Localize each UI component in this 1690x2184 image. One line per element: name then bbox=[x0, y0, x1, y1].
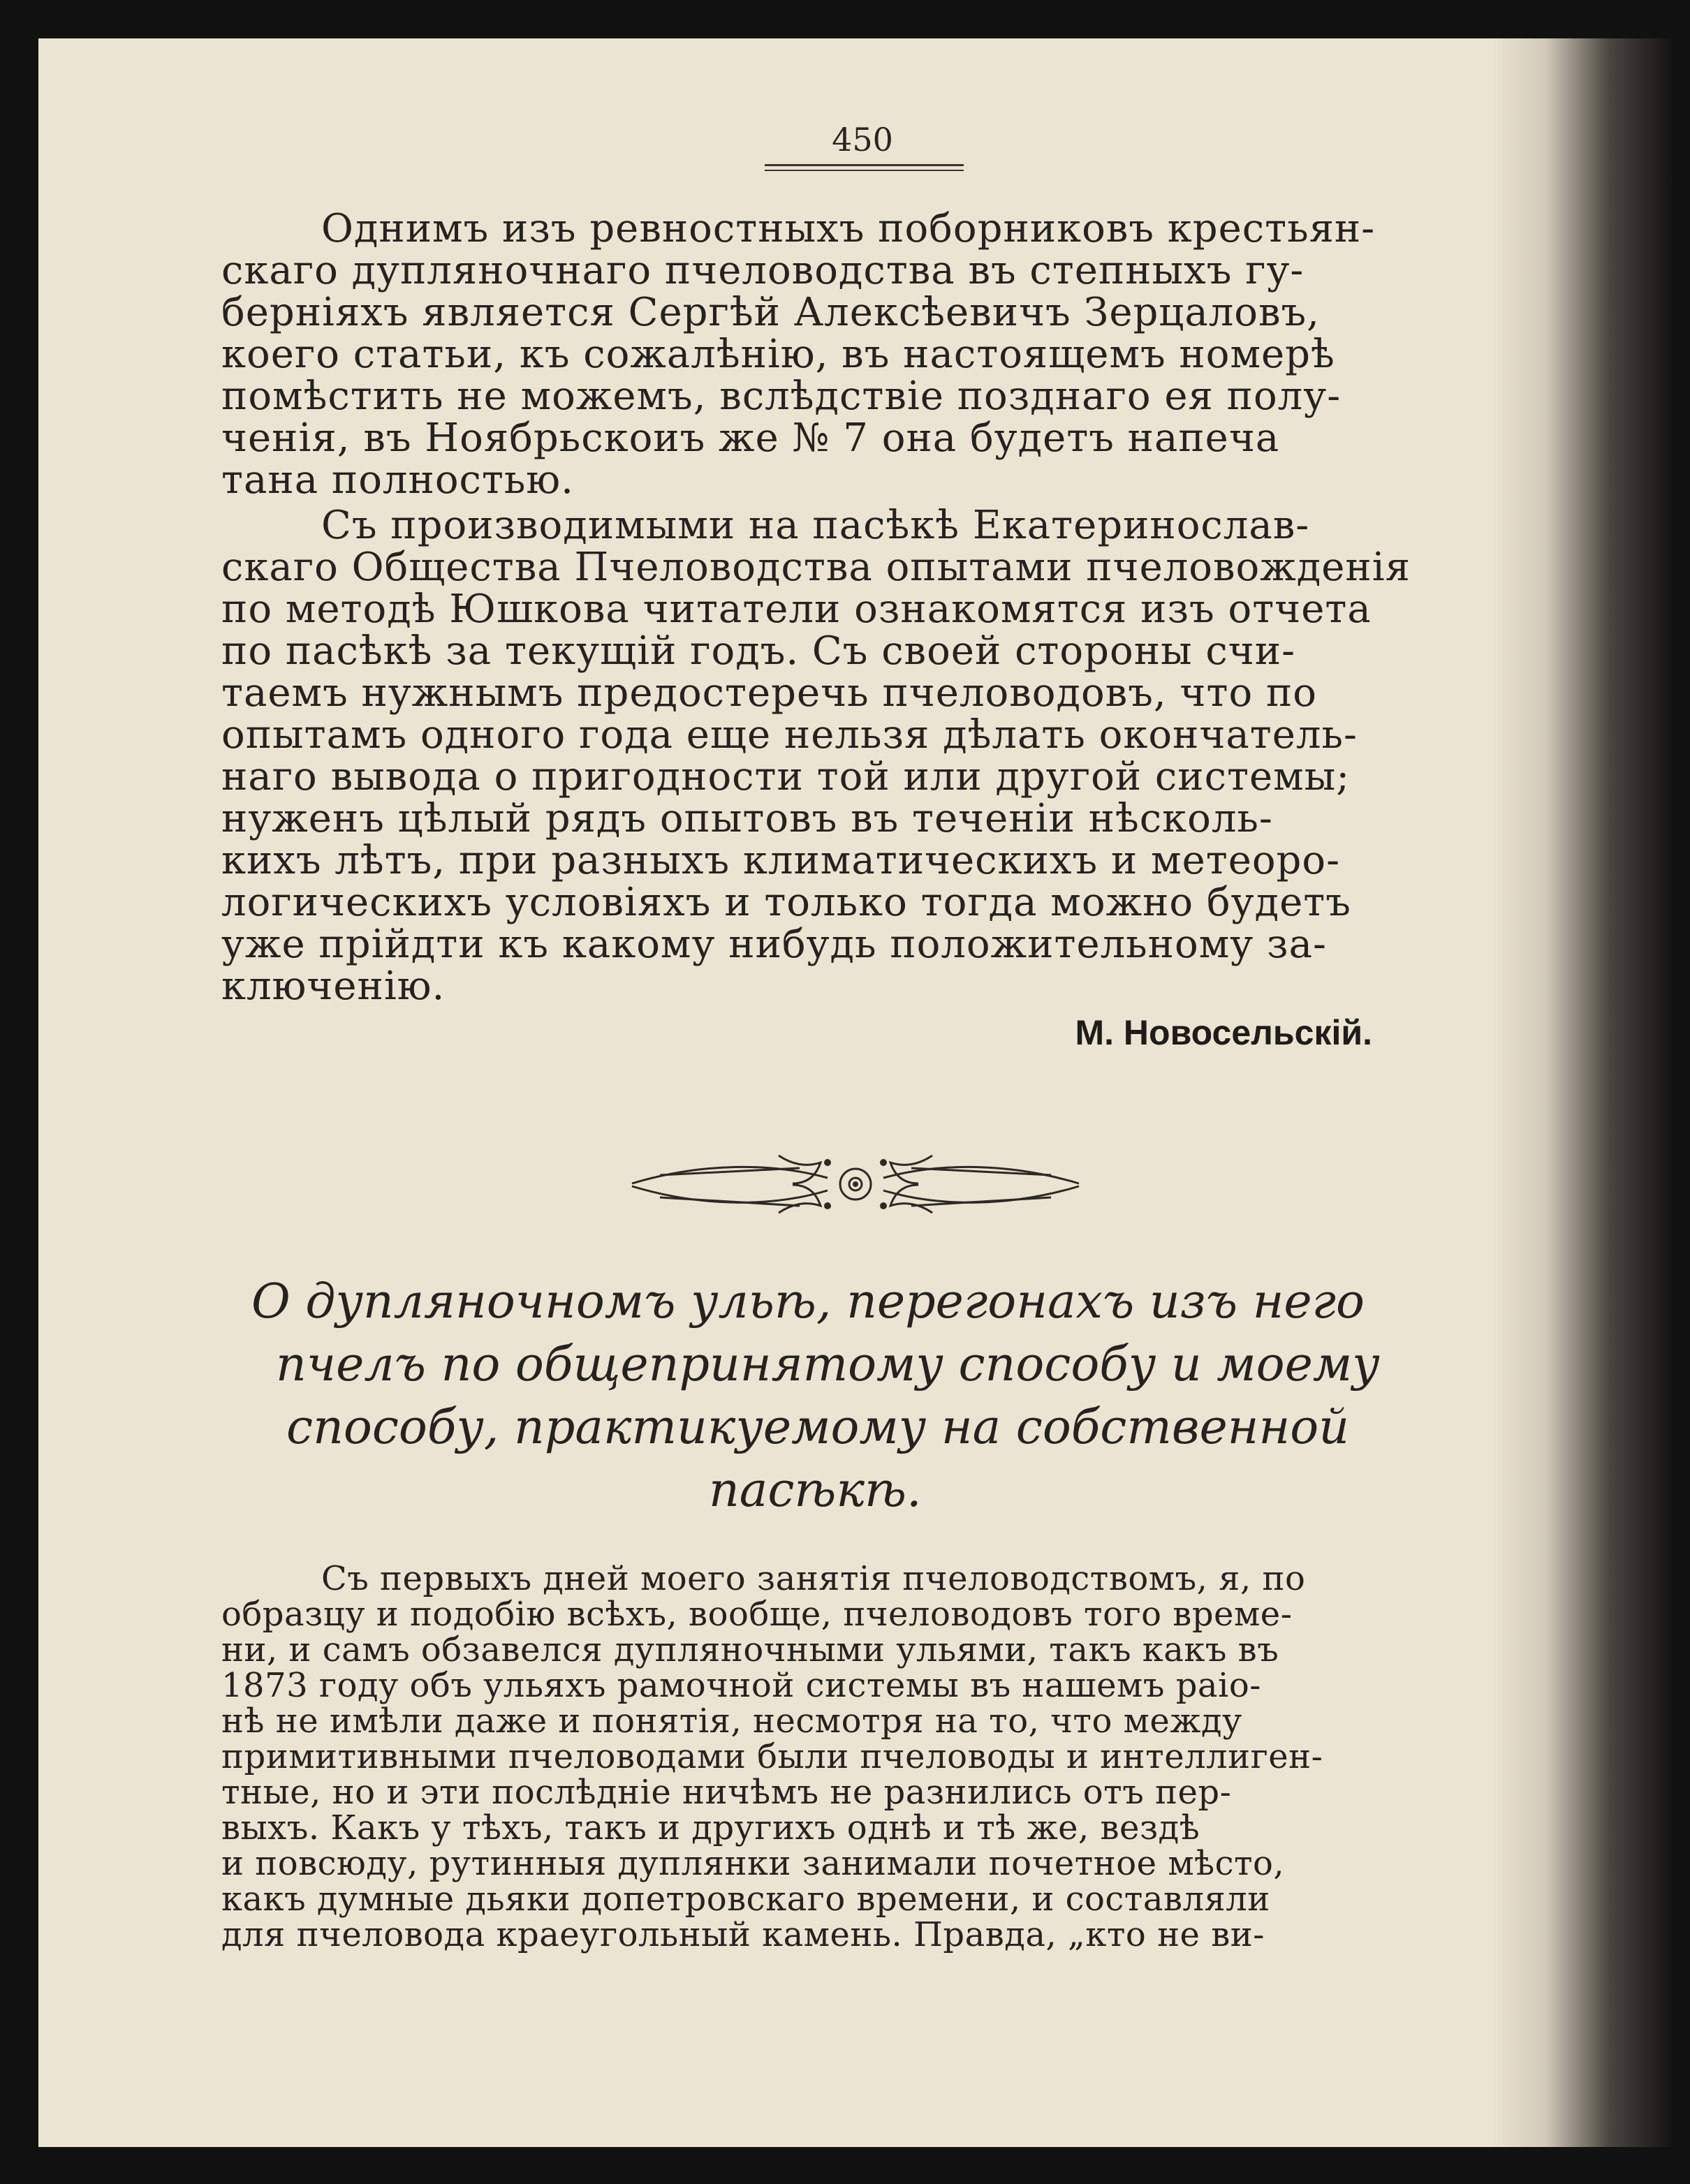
header-rule-top bbox=[765, 164, 964, 166]
text-line: тные, но и эти послѣдніе ничѣмъ не разнились отъ пер- bbox=[221, 1773, 1232, 1812]
text-line: нуженъ цѣлый рядъ опытовъ въ теченіи нѣсколь- bbox=[221, 796, 1273, 841]
page-number: 450 bbox=[832, 121, 893, 158]
text-line: какъ думные дьяки допетровскаго времени, и составляли bbox=[221, 1880, 1270, 1919]
text-line: 1873 году объ ульяхъ рамочной системы въ нашемъ раіо- bbox=[221, 1666, 1261, 1705]
text-line: по методѣ Юшкова читатели ознакомятся изъ отчета bbox=[221, 586, 1372, 632]
text-line: скаго дупляночнаго пчеловодства въ степныхъ гу- bbox=[221, 248, 1305, 293]
page-gutter-shadow bbox=[1491, 38, 1673, 2147]
text-line: логическихъ условіяхъ и только тогда можно будетъ bbox=[221, 880, 1351, 925]
text-line: наго вывода о пригодности той или другой системы; bbox=[221, 754, 1351, 799]
text-line: Съ первыхъ дней моего занятія пчеловодствомъ, я, по bbox=[321, 1559, 1306, 1598]
title-line: О дупляночномъ ульѣ, перегонахъ изъ него bbox=[251, 1274, 1365, 1329]
title-line: пчелъ по общепринятому способу и моему bbox=[276, 1337, 1380, 1392]
text-line: берніяхъ является Сергѣй Алексѣевичъ Зерцаловъ, bbox=[221, 290, 1320, 335]
text-line: Однимъ изъ ревностныхъ поборниковъ крестьян- bbox=[321, 206, 1376, 251]
title-line: способу, практикуемому на собственной bbox=[286, 1400, 1349, 1455]
text-line: примитивными пчеловодами были пчеловоды и интеллиген- bbox=[221, 1737, 1323, 1776]
header-rule-bottom bbox=[765, 170, 964, 171]
text-line: опытамъ одного года еще нельзя дѣлать окончатель- bbox=[221, 712, 1358, 758]
text-line: выхъ. Какъ у тѣхъ, такъ и другихъ однѣ и тѣ же, вездѣ bbox=[221, 1808, 1200, 1847]
text-line: по пасѣкѣ за текущій годъ. Съ своей стороны счи- bbox=[221, 628, 1296, 674]
text-line: помѣстить не можемъ, вслѣдствіе позднаго ея полу- bbox=[221, 374, 1342, 419]
text-line: для пчеловода краеугольный камень. Правда, „кто не ви- bbox=[221, 1915, 1265, 1954]
text-line: коего статьи, къ сожалѣнію, въ настоящемъ номерѣ bbox=[221, 332, 1335, 377]
author-signature: М. Новосельскій. bbox=[1075, 1013, 1372, 1052]
title-line: пасѣкѣ. bbox=[709, 1463, 922, 1518]
text-line: кихъ лѣтъ, при разныхъ климатическихъ и метеоро- bbox=[221, 838, 1341, 883]
text-line: образцу и подобію всѣхъ, вообще, пчеловодовъ того време- bbox=[221, 1595, 1293, 1634]
text-line: уже прійдти къ какому нибудь положительному за- bbox=[221, 922, 1327, 967]
text-line: тана полностью. bbox=[221, 457, 574, 503]
text-line: и повсюду, рутинныя дуплянки занимали почетное мѣсто, bbox=[221, 1844, 1285, 1883]
text-line: Съ производимыми на пасѣкѣ Екатеринослав- bbox=[321, 503, 1310, 548]
text-line: таемъ нужнымъ предостеречь пчеловодовъ, что по bbox=[221, 670, 1317, 716]
text-line: ченія, въ Ноябрьскоиъ же № 7 она будетъ напеча bbox=[221, 415, 1280, 461]
ornament-divider-icon bbox=[618, 1135, 1093, 1232]
text-line: ни, и самъ обзавелся дупляночными ульями, такъ какъ въ bbox=[221, 1630, 1279, 1669]
text-line: скаго Общества Пчеловодства опытами пчеловожденія bbox=[221, 545, 1411, 590]
text-line: ключенію. bbox=[221, 964, 446, 1009]
text-line: нѣ не имѣли даже и понятія, несмотря на то, что между bbox=[221, 1702, 1242, 1741]
